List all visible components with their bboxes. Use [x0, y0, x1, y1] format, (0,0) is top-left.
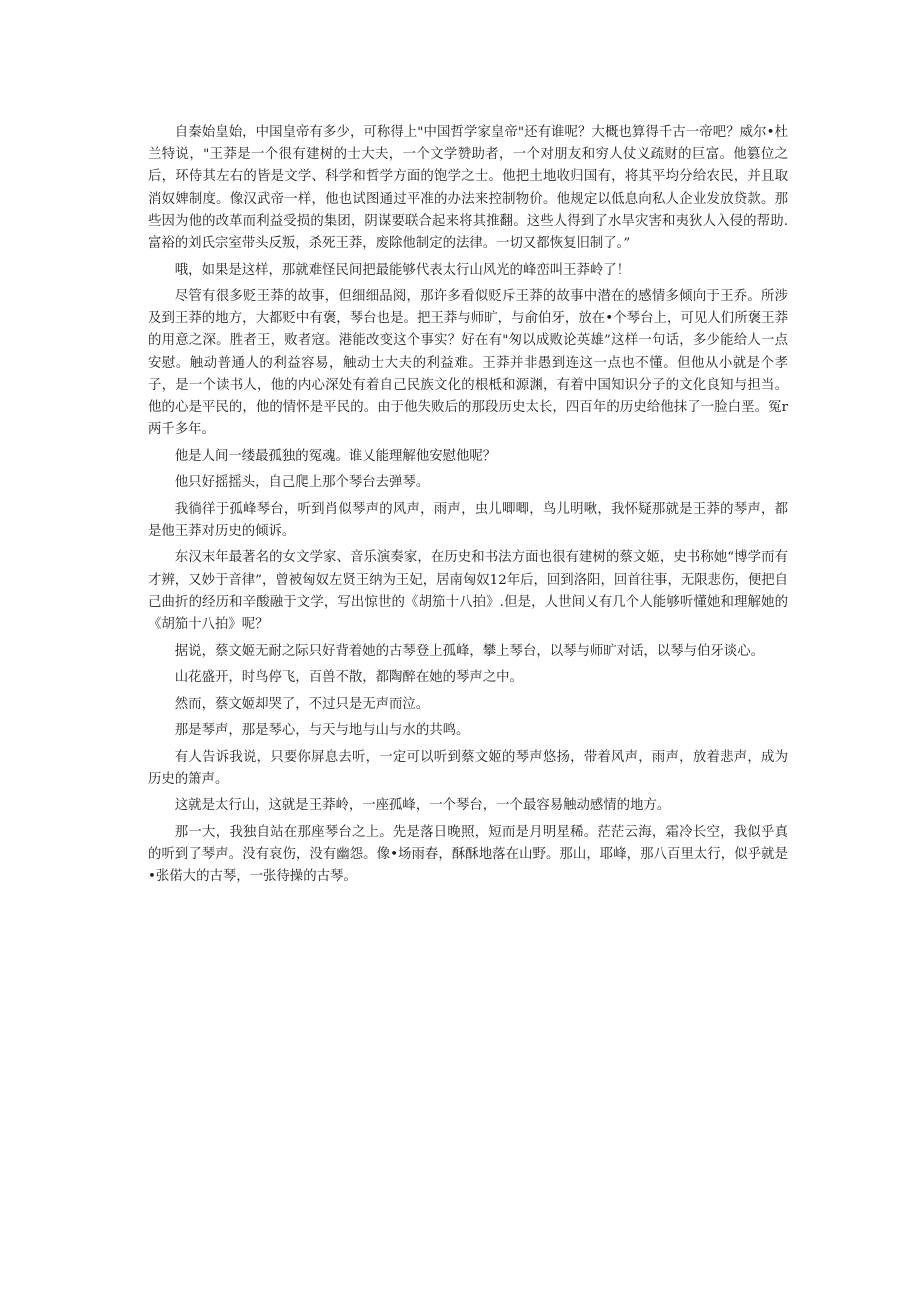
- paragraph: 然而，蔡文姬却哭了，不过只是无声而泣。: [174, 696, 430, 712]
- paragraph: 那是琴声，那是琴心，与天与地与山与水的共鸣。: [174, 723, 470, 739]
- paragraph: 尽管有很多贬王莽的故事，但细细品阅，那许多看似贬斥王莽的故事中潜在的感情多倾向于王乔。所涉及到王莽的地方，大都贬中有褒，琴台也是。把王莽与师旷，与俞伯牙，放在•个琴台上，可见人们所褒王莽的用意之深。胜者王，败者寇。港能改变这个事实？好在有"匆以成败论英雄”这样一句话，多少能给人一点安慰。触动普通人的利益容易，触动士大夫的利益难。王莽并非愚到连这一点也不懂。但他从小就是个孝子，是一个读书人，他的内心深处有着自己民族文化的根柢和源渊，有着中国知识分子的文化良知与担当。他的心是平民的，他的情怀是平民的。由于他失败后的那段历史太长，四百年的历史给他抹了一脸白垩。冤r两千多年。: [148, 289, 788, 438]
- paragraph: 那一大，我独自站在那座琴台之上。先是落日晚照，短而是月明星稀。茫茫云海，霜冷长空，我似乎真的听到了琴声。没有哀伤，没有幽怨。像•场雨春，酥酥地落在山野。那山，耶峰，那八百里太行，似乎就是•张偌大的古琴，一张待操的古琴。: [148, 824, 788, 885]
- paragraph: 他只好摇摇头，自己爬上那个琴台去弹琴。: [174, 475, 430, 491]
- article-body: [148, 122, 788, 893]
- paragraph: 自秦始皇始，中国皇帝有多少，可称得上"中国哲学家皇帝"还有谁呢？大概也算得千古一帝吧？威尔•杜兰特说，"王莽是一个很有建树的士大夫，一个文学赞助者，一个对朋友和穷人仗义疏财的巨富。他篡位之后，环侍其左右的皆是文学、科学和哲学方面的饱学之士。他把土地收归国有，将其平均分给农民，并且取消奴婢制度。像汉武帝一样，他也试图通过平准的办法来控制物价。他规定以低息向私人企业发放贷款。那些因为他的改革而利益受损的集团，阴谋要联合起来将其推翻。这些人得到了水旱灾害和夷狄人入侵的帮助.富裕的刘氏宗室带头反叛，杀死王莽，废除他制定的法律。一切又都恢复旧制了。”: [148, 125, 788, 252]
- paragraph: 山花盛开，时鸟停飞，百兽不散，都陶醉在她的琴声之中。: [174, 670, 523, 686]
- paragraph: 我徜徉于孤峰琴台，听到肖似琴声的风声，雨声，虫儿唧唧，鸟儿明啾，我怀疑那就是王莽的琴声，都是他王莽对历史的倾诉。: [148, 501, 788, 539]
- paragraph: 据说，蔡文姬无耐之际只好背着她的古琴登上孤峰，攀上琴台，以琴与师旷对话，以琴与伯牙谈心。: [174, 643, 764, 659]
- paragraph: 东汉末年最著名的女文学家、音乐演奏家，在历史和书法方面也很有建树的蔡文姬，史书称她“博学而有才辨，又妙于音律”，曾被匈奴左贤王纳为王妃，居南匈奴12年后，回到洛阳，回首往事，无限悲伤，便把自己曲折的经历和辛酸融于文学，写出惊世的《胡笳十八拍》.但是，人世间乂有几个人能够听懂她和理解她的《胡笳十八拍》呢？: [148, 550, 788, 633]
- paragraph: 这就是太行山，这就是王莽岭，一座孤峰，一个琴台，一个最容易触动感情的地方。: [174, 798, 671, 814]
- paragraph: 有人告诉我说，只要你屏息去听，一定可以听到蔡文姬的琴声悠扬，带着风声，雨声，放着悲声，成为历史的箫声。: [148, 749, 788, 787]
- paragraph: 哦，如果是这样，那就难怪民间把最能够代表太行山风光的峰峦叫王莽岭了！: [174, 262, 631, 278]
- paragraph: 他是人间一缕最孤独的冤魂。谁乂能理解他安慰他呢？: [174, 448, 497, 464]
